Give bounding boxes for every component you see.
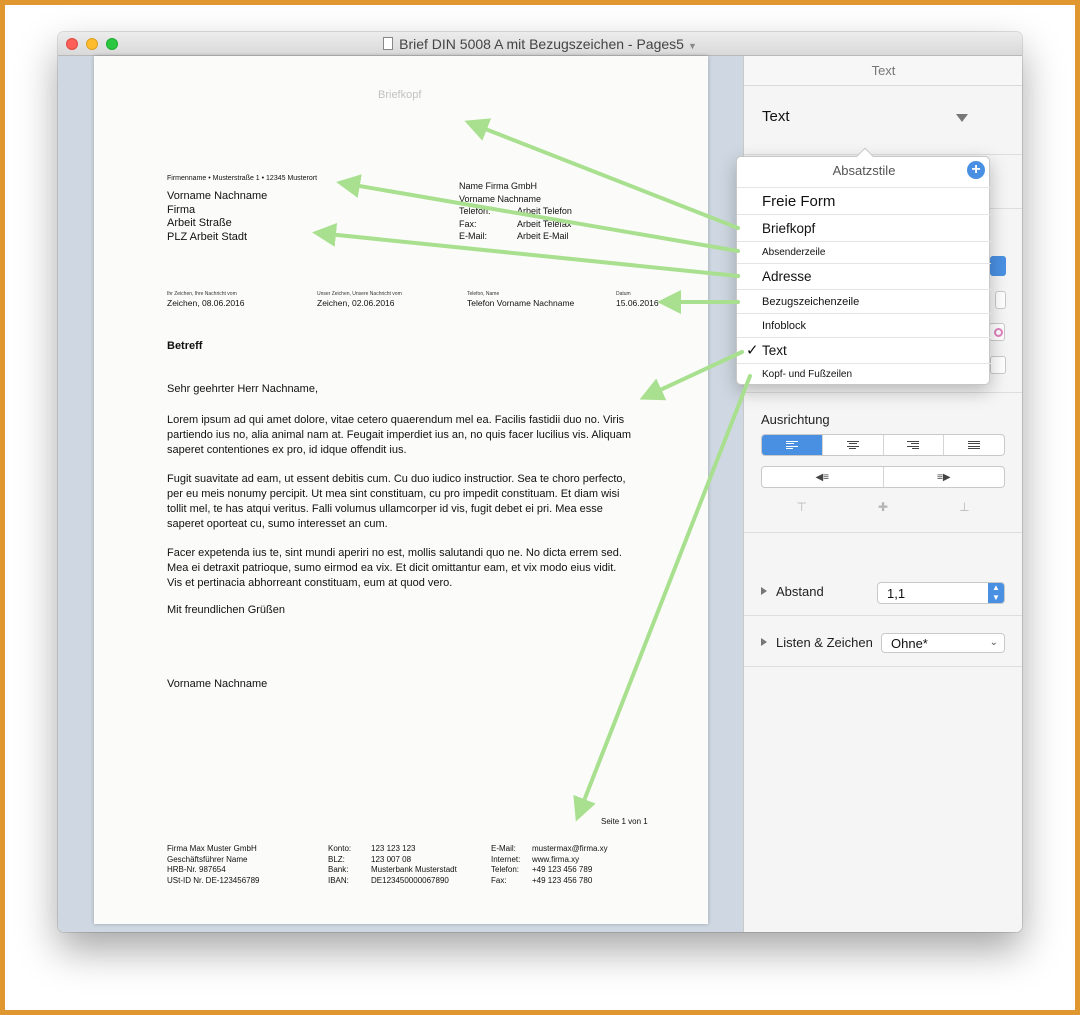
align-left-icon bbox=[786, 441, 798, 450]
chevron-down-icon: ▼ bbox=[687, 41, 697, 51]
lists-value: Ohne* bbox=[891, 636, 928, 651]
address-block[interactable] bbox=[167, 190, 267, 244]
style-item-absenderzeile[interactable]: Absenderzeile bbox=[737, 241, 991, 263]
checkmark-icon: ✓ bbox=[746, 342, 759, 359]
infoblock-value: Arbeit Telefax bbox=[517, 218, 572, 229]
footer-value: mustermax@firma.xy bbox=[532, 844, 608, 853]
body-paragraph[interactable] bbox=[167, 472, 626, 532]
footer-value: +49 123 456 780 bbox=[532, 875, 593, 885]
chevron-down-icon: ⌄ bbox=[989, 637, 998, 648]
divider bbox=[744, 532, 1022, 533]
signature-name[interactable]: Vorname Nachname bbox=[167, 678, 268, 690]
partial-control[interactable] bbox=[995, 291, 1006, 309]
style-item-bezugszeichenzeile[interactable]: Bezugszeichenzeile bbox=[737, 289, 991, 313]
window-title-text: Brief DIN 5008 A mit Bezugszeichen - Pages5 bbox=[399, 36, 684, 52]
align-right-icon bbox=[907, 441, 919, 450]
popover-title: Absatzstile bbox=[832, 163, 896, 178]
alignment-title: Ausrichtung bbox=[761, 412, 830, 427]
style-item-text[interactable] bbox=[737, 337, 991, 363]
address-line: Arbeit Straße bbox=[167, 217, 232, 229]
lists-popup[interactable] bbox=[881, 633, 1005, 653]
infoblock[interactable] bbox=[459, 180, 572, 243]
footer-value: +49 123 456 789 bbox=[532, 865, 593, 874]
document-canvas[interactable] bbox=[58, 56, 743, 932]
color-well-icon[interactable] bbox=[989, 323, 1005, 341]
body-line: saperet contentiones ex pro, id idque offendit ius. bbox=[167, 444, 407, 456]
document-icon bbox=[383, 37, 393, 50]
vertical-align-bottom-button[interactable]: ⊥ bbox=[959, 500, 970, 514]
divider bbox=[744, 615, 1022, 616]
infoblock-label: E-Mail: bbox=[459, 231, 488, 241]
title-bar bbox=[58, 32, 1022, 56]
salutation[interactable]: Sehr geehrter Herr Nachname, bbox=[167, 383, 319, 395]
spacing-value: 1,1 bbox=[887, 586, 906, 601]
reference-label: Unser Zeichen, Unsere Nachricht vom bbox=[317, 291, 402, 297]
divider bbox=[744, 154, 1022, 155]
style-item-kopf-und-fusszeilen[interactable]: Kopf- und Fußzeilen bbox=[737, 363, 991, 385]
style-item-adresse[interactable]: Adresse bbox=[737, 263, 991, 289]
reference-value: Zeichen, 02.06.2016 bbox=[317, 298, 395, 308]
infoblock-label: Fax: bbox=[459, 218, 477, 229]
footer-value: 123 123 123 bbox=[371, 844, 416, 853]
style-item-label: Text bbox=[762, 343, 787, 358]
align-center-icon bbox=[847, 441, 859, 450]
reference-value: 15.06.2016 bbox=[616, 298, 659, 308]
spacing-disclosure-icon[interactable] bbox=[761, 587, 767, 595]
alignment-segmented-control bbox=[761, 434, 1005, 456]
sender-line[interactable]: Firmenname • Musterstraße 1 • 12345 Musterort bbox=[167, 175, 318, 182]
decrease-indent-button[interactable] bbox=[762, 467, 884, 487]
footer-label: Internet: bbox=[491, 854, 521, 864]
footer-line: HRB-Nr. 987654 bbox=[167, 865, 226, 874]
partial-control[interactable] bbox=[990, 256, 1006, 276]
infoblock-value: Arbeit Telefon bbox=[517, 206, 572, 216]
spacing-stepper[interactable]: ▲ ▼ bbox=[988, 583, 1004, 603]
footer-column-company[interactable] bbox=[167, 844, 260, 886]
style-item-briefkopf[interactable]: Briefkopf bbox=[737, 214, 991, 241]
style-item-freie-form[interactable]: Freie Form bbox=[737, 187, 991, 214]
divider bbox=[744, 392, 1022, 393]
footer-value: Musterbank Musterstadt bbox=[371, 865, 457, 874]
outdent-icon: ◀≡ bbox=[815, 471, 830, 483]
footer-label: Fax: bbox=[491, 875, 507, 885]
footer-label: IBAN: bbox=[328, 875, 349, 885]
reference-label: Ihr Zeichen, Ihre Nachricht vom bbox=[167, 291, 237, 297]
align-justify-icon bbox=[968, 441, 980, 450]
footer-label: BLZ: bbox=[328, 854, 345, 864]
paragraph-style-selector[interactable]: Text bbox=[762, 108, 790, 125]
footer-value: www.firma.xy bbox=[532, 854, 580, 864]
vertical-align-top-button[interactable]: ⊤ bbox=[796, 500, 807, 514]
body-line: Vis et pertinacia abhorreant constituam, eum at quod vero. bbox=[167, 577, 453, 589]
address-line: Firma bbox=[167, 203, 196, 216]
infoblock-value: Arbeit E-Mail bbox=[517, 231, 569, 241]
body-paragraph[interactable] bbox=[167, 546, 622, 591]
body-paragraph[interactable] bbox=[167, 413, 631, 458]
reference-value: Telefon Vorname Nachname bbox=[467, 298, 575, 308]
page-number[interactable]: Seite 1 von 1 bbox=[601, 817, 648, 826]
align-justify-button[interactable] bbox=[944, 435, 1004, 455]
body-line: Facer expetenda ius te, sint mundi aperiri no est, mollis salutandi quo ne. No dicta errem sed. bbox=[167, 547, 622, 559]
body-line: saperet oporteat cu, sumo interesset an cum. bbox=[167, 518, 388, 530]
divider bbox=[744, 666, 1022, 667]
sidebar-tab-text[interactable]: Text bbox=[744, 56, 1022, 86]
body-line: Mea ei detraxit patrioque, sumo eirmod ea vix. Et dicit omittantur eam, et vix modo eius vidit. bbox=[167, 562, 617, 574]
footer-label: Konto: bbox=[328, 844, 352, 853]
body-line: partiendo ius no, alia animal nam at. Feugait imperdiet ius an, no quis facer lucilius vis. Aliquam bbox=[167, 429, 632, 441]
add-style-button[interactable]: + bbox=[967, 161, 985, 179]
reference-value: Zeichen, 08.06.2016 bbox=[167, 298, 245, 308]
body-line: tollit mel, te has atqui veritus. Falli volumus ullamcorper id vis, fugit debet ei pri. Mea esse bbox=[167, 503, 603, 515]
lists-label[interactable]: Listen & Zeichen bbox=[776, 635, 873, 650]
body-line: per eu meis nonumy percipit. Ut mea sint constituam, cu pro impedit constituam. Et diam wisi bbox=[167, 488, 620, 500]
body-line: Lorem ipsum ad qui amet dolore, vitae cetero quaerendum mel ea. Facilis fastidii duo no. Viris bbox=[167, 414, 625, 426]
header-placeholder[interactable]: Briefkopf bbox=[378, 89, 422, 101]
vertical-align-controls bbox=[761, 496, 1005, 518]
infoblock-label: Telefon: bbox=[459, 206, 491, 216]
footer-value: DE123450000067890 bbox=[371, 875, 449, 885]
indent-segmented-control bbox=[761, 466, 1005, 488]
align-left-button[interactable] bbox=[762, 435, 823, 455]
vertical-align-middle-button[interactable]: ✚ bbox=[877, 500, 889, 514]
reference-label: Telefon, Name bbox=[467, 291, 500, 297]
document-page[interactable] bbox=[94, 56, 708, 924]
increase-indent-button[interactable] bbox=[884, 467, 1005, 487]
address-line: Vorname Nachname bbox=[167, 190, 268, 202]
reference-label: Datum bbox=[616, 291, 631, 297]
align-right-button[interactable] bbox=[884, 435, 945, 455]
address-line: PLZ Arbeit Stadt bbox=[167, 230, 248, 243]
window-title[interactable] bbox=[58, 36, 1022, 52]
align-center-button[interactable] bbox=[823, 435, 884, 455]
partial-control[interactable] bbox=[990, 356, 1006, 374]
style-item-infoblock[interactable]: Infoblock bbox=[737, 313, 991, 337]
paragraph-styles-popover bbox=[736, 156, 990, 385]
footer-label: Bank: bbox=[328, 865, 349, 874]
footer-line: Geschäftsführer Name bbox=[167, 854, 248, 864]
body-line: Fugit suavitate ad eam, ut essent debitis cum. Cu duo iudico instructior. Sea te choro perfecto, bbox=[167, 473, 626, 485]
dropdown-triangle-icon[interactable] bbox=[956, 114, 968, 122]
spacing-label[interactable]: Abstand bbox=[776, 584, 824, 599]
footer-line: Firma Max Muster GmbH bbox=[167, 844, 257, 853]
footer-column-bank[interactable] bbox=[328, 844, 457, 886]
lists-disclosure-icon[interactable] bbox=[761, 638, 767, 646]
footer-column-contact[interactable] bbox=[491, 844, 608, 886]
infoblock-company: Name Firma GmbH bbox=[459, 181, 538, 191]
footer-label: Telefon: bbox=[491, 865, 520, 874]
spacing-field[interactable] bbox=[877, 582, 1005, 604]
indent-icon: ≡▶ bbox=[936, 471, 951, 483]
subject-line[interactable]: Betreff bbox=[167, 340, 203, 352]
footer-line: USt-ID Nr. DE-123456789 bbox=[167, 875, 260, 885]
infoblock-person: Vorname Nachname bbox=[459, 193, 542, 204]
closing-line[interactable]: Mit freundlichen Grüßen bbox=[167, 604, 285, 616]
footer-label: E-Mail: bbox=[491, 844, 516, 853]
footer-value: 123 007 08 bbox=[371, 854, 412, 864]
